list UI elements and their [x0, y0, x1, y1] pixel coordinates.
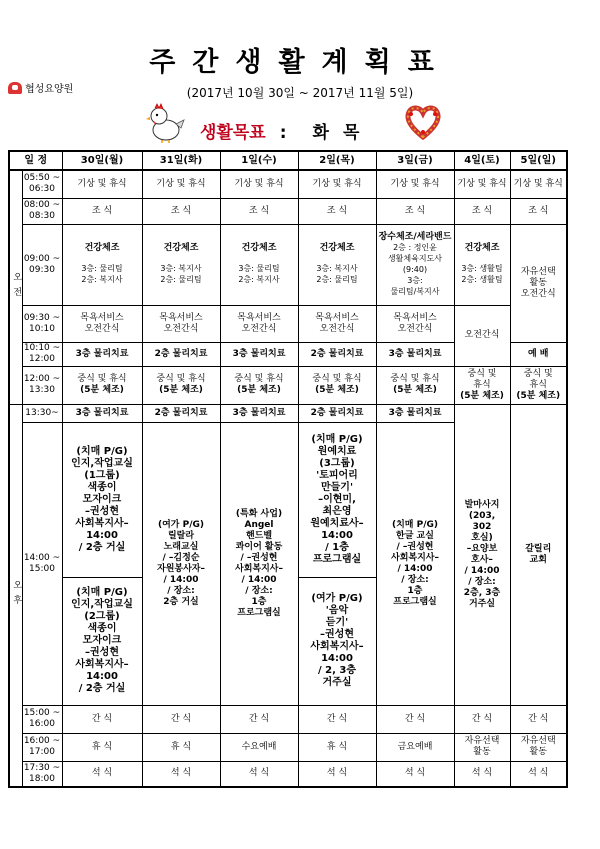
header-day-tue: 31일(화)	[142, 151, 220, 170]
cell: 목욕서비스 오전간식	[142, 305, 220, 342]
cell: 석 식	[454, 761, 510, 787]
cell	[454, 224, 510, 305]
time-cell: 05:50 ~ 06:30	[22, 170, 62, 198]
cell: 수요예배	[220, 733, 298, 761]
cell: 기상 및 휴식	[62, 170, 142, 198]
cell: (여가 P/G) '음악 듣기' –권성현 사회복지사– 14:00 / 2, 3층 거주실	[298, 577, 376, 705]
lunch-text: 휴식	[529, 379, 547, 390]
table-row	[9, 170, 567, 198]
cell	[376, 366, 454, 404]
lunch-text: 휴식	[473, 379, 491, 390]
cell: 간 식	[220, 705, 298, 733]
cell: 간 식	[376, 705, 454, 733]
cell-detail: 3층: 복지사 2층: 물리팀	[160, 264, 202, 284]
time-cell: 13:30~	[22, 404, 62, 422]
cell: 기상 및 휴식	[220, 170, 298, 198]
table-row	[9, 761, 567, 787]
cell: 3층 물리치료	[220, 404, 298, 422]
time-cell: 15:00 ~ 16:00	[22, 705, 62, 733]
time-cell: 16:00 ~ 17:00	[22, 733, 62, 761]
cell: 석 식	[142, 761, 220, 787]
cell: 2층 물리치료	[142, 404, 220, 422]
cell: 기상 및 휴식	[376, 170, 454, 198]
lunch-note: (5분 체조)	[393, 385, 437, 395]
cell: (치매 P/G) 인지,작업교실 (1그룹) 색종이 모자이크 –권성현 사회복지사– 14:00 / 2층 거실	[62, 422, 142, 577]
header-day-wed: 1일(수)	[220, 151, 298, 170]
cell: 조 식	[62, 198, 142, 224]
cell: 발마사지 (203, 302 호실) –요양보 호사– / 14:00 / 장소: 2층, 3층 거주실	[454, 404, 510, 705]
heart-wreath-icon	[403, 102, 443, 142]
lunch-note: (5분 체조)	[159, 385, 203, 395]
time-cell: 09:00 ~ 09:30	[22, 224, 62, 305]
cell-title: 건강체조	[241, 243, 277, 253]
cell: 기상 및 휴식	[454, 170, 510, 198]
cell: 휴 식	[62, 733, 142, 761]
cell: 간 식	[298, 705, 376, 733]
header-row	[9, 151, 567, 170]
cell: 석 식	[62, 761, 142, 787]
lunch-text: 중식 및 휴식	[77, 374, 127, 384]
lunch-text: 중식 및	[523, 368, 553, 379]
cell: 자유선택 활동 오전간식	[510, 224, 567, 342]
cell: 목욕서비스 오전간식	[376, 305, 454, 342]
cell: 석 식	[376, 761, 454, 787]
cell: 조 식	[220, 198, 298, 224]
cell-detail: 2층 : 정인윤 생활체육지도사 (9:40) 3층: 물리팀/복지사	[387, 242, 443, 296]
section-am: 오전	[9, 170, 22, 404]
cell: 목욕서비스 오전간식	[62, 305, 142, 342]
cell-detail: 3층: 물리팀 2층: 복지사	[81, 264, 123, 284]
goal-label: 생활목표	[200, 123, 266, 143]
cell: 조 식	[298, 198, 376, 224]
cell: 기상 및 휴식	[510, 170, 567, 198]
cell: (특화 사업) Angel 핸드벨 콰이어 활동 / –권성현 사회복지사– / 14:00 / 장소: 1층 프로그램실	[220, 422, 298, 705]
cell: 조 식	[454, 198, 510, 224]
page-title: 주간생활계획표	[149, 47, 451, 78]
cell: 3층 물리치료	[376, 342, 454, 366]
cell: 3층 물리치료	[220, 342, 298, 366]
header-schedule: 일 정	[9, 151, 62, 170]
cell-detail: 3층: 생활팀 2층: 생활팀	[461, 264, 503, 284]
table-row	[9, 705, 567, 733]
lunch-text: 중식 및	[467, 368, 497, 379]
cell: 금요예배	[376, 733, 454, 761]
lunch-note: (5분 체조)	[80, 385, 124, 395]
cell-title: 건강체조	[84, 243, 120, 253]
cell-title: 건강체조	[319, 243, 355, 253]
table-row	[9, 224, 567, 305]
cell: (치매 P/G) 한글 교실 / –권성현 사회복지사– / 14:00 / 장소: 1층 프로그램실	[376, 422, 454, 705]
cell: 조 식	[376, 198, 454, 224]
cell: 석 식	[510, 761, 567, 787]
cell: 간 식	[510, 705, 567, 733]
cell-title: 건강체조	[163, 243, 199, 253]
cell: 기상 및 휴식	[142, 170, 220, 198]
table-row	[9, 198, 567, 224]
cell: 목욕서비스 오전간식	[220, 305, 298, 342]
header-day-thu: 2일(목)	[298, 151, 376, 170]
period-text: (2017년 10월 30일 ~ 2017년 11월 5일)	[186, 86, 414, 100]
cell: 휴 식	[298, 733, 376, 761]
cell: 3층 물리치료	[62, 404, 142, 422]
cell	[142, 366, 220, 404]
cell: 자유선택 활동	[510, 733, 567, 761]
header-day-sat: 4일(토)	[454, 151, 510, 170]
cell-title: 장수체조/세라밴드	[378, 231, 452, 242]
cell	[454, 366, 510, 404]
time-cell: 08:00 ~ 08:30	[22, 198, 62, 224]
lunch-note: (5분 체조)	[460, 390, 504, 401]
cell	[376, 224, 454, 305]
header-day-sun: 5일(일)	[510, 151, 567, 170]
cell: 3층 물리치료	[62, 342, 142, 366]
lunch-text: 중식 및 휴식	[312, 374, 362, 384]
time-cell: 14:00 ~ 15:00	[22, 422, 62, 705]
cell	[62, 224, 142, 305]
lunch-text: 중식 및 휴식	[390, 374, 440, 384]
schedule-table	[8, 150, 568, 788]
cell: 2층 물리치료	[298, 404, 376, 422]
cell	[220, 224, 298, 305]
cell: 휴 식	[142, 733, 220, 761]
cell	[62, 366, 142, 404]
cell: 오전간식	[454, 305, 510, 366]
cell: 2층 물리치료	[298, 342, 376, 366]
cell: 자유선택 활동	[454, 733, 510, 761]
cell: 예 배	[510, 342, 567, 366]
table-row	[9, 305, 567, 342]
cell	[510, 366, 567, 404]
lunch-note: (5분 체조)	[237, 385, 281, 395]
cell: 간 식	[62, 705, 142, 733]
cell: 갈릴리 교회	[510, 404, 567, 705]
cell: 기상 및 휴식	[298, 170, 376, 198]
chicken-icon	[144, 102, 186, 144]
cell: 2층 물리치료	[142, 342, 220, 366]
cell: 조 식	[510, 198, 567, 224]
table-row	[9, 733, 567, 761]
cell: 조 식	[142, 198, 220, 224]
cell	[298, 224, 376, 305]
cell	[142, 224, 220, 305]
cell: (치매 P/G) 인지,작업교실 (2그룹) 색종이 모자이크 –권성현 사회복지사– 14:00 / 2층 거실	[62, 577, 142, 705]
cell	[298, 366, 376, 404]
cell: (여가 P/G) 릴랄라 노래교실 / –김정순 자원봉사자– / 14:00 / 장소: 2층 거실	[142, 422, 220, 705]
lunch-note: (5분 체조)	[315, 385, 359, 395]
section-pm: 오후	[9, 404, 22, 787]
table-row	[9, 366, 567, 404]
table-row	[9, 404, 567, 422]
life-goal	[200, 118, 373, 143]
lunch-text: 중식 및 휴식	[234, 374, 284, 384]
time-cell: 10:10 ~ 12:00	[23, 343, 61, 364]
time-cell: 17:30 ~ 18:00	[22, 761, 62, 787]
header-day-mon: 30일(월)	[62, 151, 142, 170]
org-name: 협성요양원	[25, 84, 74, 95]
cell	[220, 366, 298, 404]
cell: 목욕서비스 오전간식	[298, 305, 376, 342]
goal-value: 화목	[312, 123, 374, 143]
header-day-fri: 3일(금)	[376, 151, 454, 170]
cell: 석 식	[298, 761, 376, 787]
lunch-note: (5분 체조)	[516, 390, 561, 401]
cell: 석 식	[220, 761, 298, 787]
cell-detail: 3층: 물리팀 2층: 복지사	[238, 264, 280, 284]
cell: 간 식	[454, 705, 510, 733]
cell: 3층 물리치료	[376, 404, 454, 422]
time-cell: 12:00 ~ 13:30	[22, 366, 62, 404]
cell: (치매 P/G) 원예치료 (3그룹) '토피어리 만들기' –이현미, 최은영 원예치료사– 14:00 / 1층 프로그램실	[298, 422, 376, 577]
time-cell: 09:30 ~ 10:10	[22, 305, 62, 342]
cell: 간 식	[142, 705, 220, 733]
goal-separator: :	[279, 123, 287, 143]
cell-title: 건강체조	[464, 243, 500, 253]
lunch-text: 중식 및 휴식	[156, 374, 206, 384]
cell-detail: 3층: 복지사 2층: 물리팀	[316, 264, 358, 284]
